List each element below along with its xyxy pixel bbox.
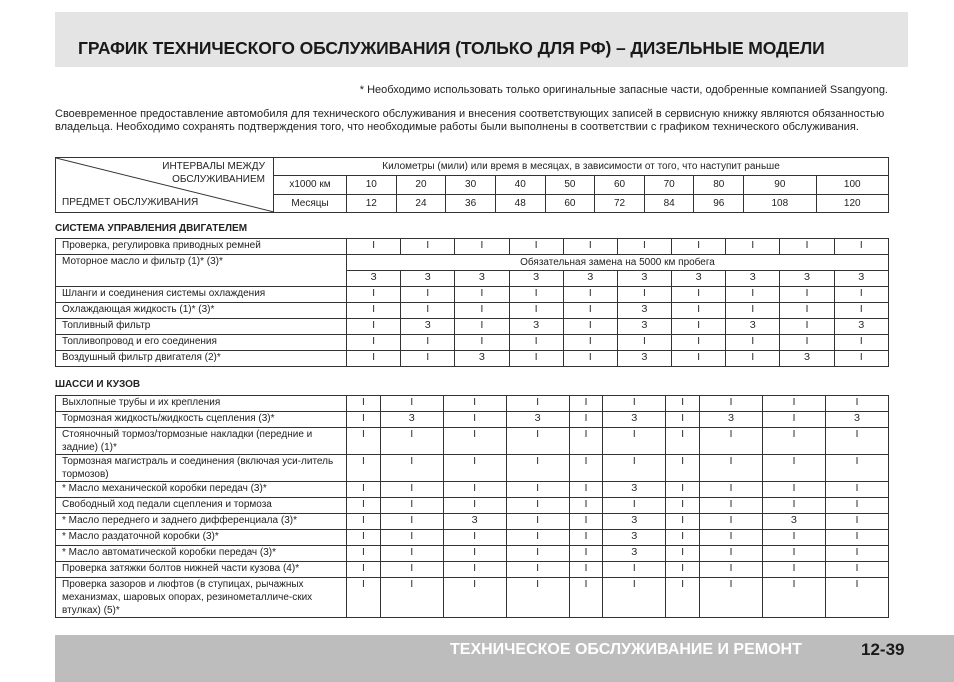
interval-cell: I — [401, 303, 455, 319]
interval-cell: I — [347, 319, 401, 335]
page-title: ГРАФИК ТЕХНИЧЕСКОГО ОБСЛУЖИВАНИЯ (ТОЛЬКО ДЛЯ РФ) – ДИЗЕЛЬНЫЕ МОДЕЛИ — [78, 38, 825, 58]
interval-cell: I — [569, 546, 603, 562]
months-cell: 108 — [744, 194, 816, 212]
interval-cell: I — [617, 287, 671, 303]
interval-cell: I — [672, 303, 726, 319]
interval-cell: I — [506, 530, 569, 546]
interval-cell: I — [347, 562, 381, 578]
interval-cell: З — [834, 319, 888, 335]
interval-cell: I — [666, 546, 700, 562]
interval-cell: I — [455, 335, 509, 351]
interval-cell: I — [347, 514, 381, 530]
interval-cell: I — [825, 562, 888, 578]
table-row — [56, 351, 889, 367]
interval-cell: I — [762, 396, 825, 412]
interval-cell: I — [506, 455, 569, 482]
interval-cell: I — [762, 562, 825, 578]
interval-cell: I — [380, 428, 443, 455]
interval-cell: З — [455, 351, 509, 367]
interval-cell: I — [347, 578, 381, 618]
item-name: Топливопровод и его соединения — [56, 335, 347, 351]
interval-cell: I — [700, 455, 763, 482]
chassis-schedule-table — [55, 395, 889, 618]
item-name: Моторное масло и фильтр (1)* (3)* — [56, 255, 347, 287]
interval-cell: I — [563, 335, 617, 351]
table-row — [56, 562, 889, 578]
months-label: Месяцы — [274, 194, 347, 212]
item-name: Стояночный тормоз/тормозные накладки (передние и задние) (1)* — [56, 428, 347, 455]
interval-cell: I — [443, 546, 506, 562]
interval-cell: I — [443, 498, 506, 514]
table-row — [56, 335, 889, 351]
interval-cell: I — [506, 578, 569, 618]
interval-cell: З — [506, 412, 569, 428]
interval-cell: I — [834, 287, 888, 303]
interval-cell: З — [455, 271, 509, 287]
interval-cell: I — [825, 455, 888, 482]
interval-cell: I — [672, 351, 726, 367]
interval-cell: I — [700, 530, 763, 546]
km-cell: 10 — [347, 176, 397, 194]
interval-cell: I — [455, 319, 509, 335]
interval-cell: I — [834, 239, 888, 255]
item-name: Проверка зазоров и люфтов (в ступицах, рычажных механизмах, шаровых опорах, резинометалличе-ских втулках) (5)* — [56, 578, 347, 618]
interval-cell: I — [347, 455, 381, 482]
interval-cell: З — [443, 514, 506, 530]
interval-cell: I — [506, 562, 569, 578]
section-title-engine: СИСТЕМА УПРАВЛЕНИЯ ДВИГАТЕЛЕМ — [55, 223, 248, 234]
km-cell: 70 — [644, 176, 694, 194]
interval-cell: I — [443, 412, 506, 428]
interval-cell: I — [700, 562, 763, 578]
interval-cell: I — [443, 428, 506, 455]
engine-schedule-table — [55, 238, 889, 367]
interval-cell: I — [666, 498, 700, 514]
table-row — [56, 455, 889, 482]
table-row — [56, 396, 889, 412]
interval-cell: I — [672, 287, 726, 303]
item-name: * Масло переднего и заднего дифференциала (3)* — [56, 514, 347, 530]
interval-cell: I — [780, 319, 834, 335]
item-name: * Масло механической коробки передач (3)* — [56, 482, 347, 498]
interval-cell: I — [617, 335, 671, 351]
interval-cell: I — [380, 578, 443, 618]
interval-cell: I — [380, 396, 443, 412]
months-cell: 24 — [396, 194, 446, 212]
interval-cell: I — [380, 514, 443, 530]
interval-cell: I — [563, 319, 617, 335]
item-name: Охлаждающая жидкость (1)* (3)* — [56, 303, 347, 319]
interval-cell: I — [443, 455, 506, 482]
interval-cell: I — [726, 335, 780, 351]
interval-cell: I — [401, 239, 455, 255]
interval-cell: I — [780, 287, 834, 303]
months-cell: 60 — [545, 194, 595, 212]
interval-cell: I — [347, 239, 401, 255]
table-row — [56, 239, 889, 255]
interval-cell: I — [700, 396, 763, 412]
interval-cell: I — [569, 514, 603, 530]
interval-cell: I — [825, 428, 888, 455]
interval-cell: I — [569, 498, 603, 514]
footer-section-title: ТЕХНИЧЕСКОЕ ОБСЛУЖИВАНИЕ И РЕМОНТ — [450, 641, 802, 658]
item-name: Воздушный фильтр двигателя (2)* — [56, 351, 347, 367]
interval-cell: I — [443, 578, 506, 618]
interval-cell: I — [762, 455, 825, 482]
months-cell: 48 — [495, 194, 545, 212]
km-cell: 60 — [595, 176, 645, 194]
table-row — [56, 319, 889, 335]
interval-cell: З — [617, 319, 671, 335]
interval-cell: З — [726, 319, 780, 335]
interval-cell: I — [569, 428, 603, 455]
interval-cell: I — [347, 546, 381, 562]
interval-cell: З — [603, 482, 666, 498]
interval-cell: I — [666, 514, 700, 530]
interval-cell: З — [603, 412, 666, 428]
interval-cell: I — [455, 303, 509, 319]
interval-cell: I — [603, 578, 666, 618]
interval-cell: З — [347, 271, 401, 287]
table-row — [56, 287, 889, 303]
interval-cell: I — [825, 396, 888, 412]
interval-cell: I — [509, 303, 563, 319]
interval-cell: З — [780, 351, 834, 367]
interval-cell: З — [509, 319, 563, 335]
interval-cell: I — [672, 335, 726, 351]
interval-cell: З — [726, 271, 780, 287]
interval-cell: I — [780, 239, 834, 255]
interval-cell: I — [666, 562, 700, 578]
months-cell: 96 — [694, 194, 744, 212]
interval-cell: I — [762, 498, 825, 514]
item-name: Тормозная жидкость/жидкость сцепления (3)* — [56, 412, 347, 428]
interval-cell: I — [700, 578, 763, 618]
interval-cell: I — [700, 498, 763, 514]
interval-cell: I — [443, 482, 506, 498]
interval-cell: I — [509, 287, 563, 303]
interval-cell: I — [347, 498, 381, 514]
interval-cell: З — [603, 530, 666, 546]
interval-cell: I — [672, 239, 726, 255]
interval-cell: I — [666, 578, 700, 618]
header-band — [55, 12, 908, 67]
interval-cell: I — [569, 578, 603, 618]
interval-cell: З — [672, 271, 726, 287]
interval-cell: I — [762, 412, 825, 428]
interval-cell: I — [617, 239, 671, 255]
interval-cell: I — [347, 287, 401, 303]
interval-cell: I — [603, 455, 666, 482]
km-cell: 30 — [446, 176, 496, 194]
km-cell: 80 — [694, 176, 744, 194]
item-name: Выхлопные трубы и их крепления — [56, 396, 347, 412]
interval-cell: I — [401, 335, 455, 351]
interval-cell: I — [455, 287, 509, 303]
interval-cell: I — [347, 530, 381, 546]
interval-cell: I — [825, 498, 888, 514]
interval-cell: I — [509, 239, 563, 255]
interval-cell: I — [347, 428, 381, 455]
interval-cell: I — [825, 482, 888, 498]
table-row — [56, 546, 889, 562]
interval-cell: I — [509, 351, 563, 367]
interval-cell: I — [666, 412, 700, 428]
interval-cell: З — [834, 271, 888, 287]
interval-cell: I — [347, 351, 401, 367]
interval-cell: I — [780, 335, 834, 351]
interval-cell: З — [603, 514, 666, 530]
interval-cell: I — [666, 482, 700, 498]
interval-cell: I — [762, 578, 825, 618]
interval-cell: З — [617, 351, 671, 367]
interval-cell: I — [834, 351, 888, 367]
interval-cell: З — [825, 412, 888, 428]
interval-cell: З — [603, 546, 666, 562]
interval-cell: I — [506, 396, 569, 412]
interval-cell: I — [834, 303, 888, 319]
interval-cell: I — [380, 530, 443, 546]
interval-cell: З — [380, 412, 443, 428]
interval-cell: I — [509, 335, 563, 351]
interval-cell: I — [347, 482, 381, 498]
interval-cell: I — [825, 578, 888, 618]
interval-cell: I — [569, 530, 603, 546]
interval-cell: З — [563, 271, 617, 287]
km-cell: 90 — [744, 176, 816, 194]
interval-cell: I — [700, 514, 763, 530]
interval-cell: I — [347, 335, 401, 351]
interval-cell: I — [443, 396, 506, 412]
interval-cell: I — [666, 530, 700, 546]
km-cell: 40 — [495, 176, 545, 194]
interval-cell: I — [603, 428, 666, 455]
interval-cell: I — [380, 455, 443, 482]
interval-cell: I — [672, 319, 726, 335]
interval-cell: I — [455, 239, 509, 255]
interval-cell: I — [834, 335, 888, 351]
interval-cell: З — [509, 271, 563, 287]
interval-cell: I — [762, 530, 825, 546]
item-note: Обязательная замена на 5000 км пробега — [347, 255, 889, 271]
table-row — [56, 578, 889, 618]
interval-cell: I — [401, 287, 455, 303]
interval-cell: I — [700, 428, 763, 455]
interval-cell: I — [380, 562, 443, 578]
interval-caption: Километры (мили) или время в месяцах, в зависимости от того, что наступит раньше — [274, 158, 889, 176]
item-label: ПРЕДМЕТ ОБСЛУЖИВАНИЯ — [62, 197, 199, 208]
item-name: * Масло раздаточной коробки (3)* — [56, 530, 347, 546]
interval-cell: З — [617, 303, 671, 319]
interval-cell: I — [563, 239, 617, 255]
interval-cell: I — [347, 412, 381, 428]
interval-cell: I — [347, 396, 381, 412]
interval-cell: I — [506, 546, 569, 562]
item-name: Проверка затяжки болтов нижней части кузова (4)* — [56, 562, 347, 578]
interval-cell: I — [569, 396, 603, 412]
interval-cell: I — [401, 351, 455, 367]
interval-cell: I — [700, 546, 763, 562]
interval-cell: З — [401, 271, 455, 287]
interval-cell: I — [825, 514, 888, 530]
interval-cell: I — [603, 396, 666, 412]
interval-cell: З — [762, 514, 825, 530]
interval-cell: I — [569, 562, 603, 578]
interval-cell: I — [666, 396, 700, 412]
interval-cell: З — [617, 271, 671, 287]
interval-cell: I — [443, 562, 506, 578]
interval-cell: I — [603, 498, 666, 514]
interval-cell: I — [563, 287, 617, 303]
table-row — [56, 412, 889, 428]
interval-cell: I — [506, 514, 569, 530]
interval-cell: I — [726, 351, 780, 367]
interval-cell: I — [569, 455, 603, 482]
item-name: * Масло автоматической коробки передач (3)* — [56, 546, 347, 562]
interval-cell: I — [726, 303, 780, 319]
interval-cell: I — [762, 428, 825, 455]
interval-cell: I — [443, 530, 506, 546]
interval-cell: I — [726, 287, 780, 303]
interval-cell: I — [380, 546, 443, 562]
km-cell: 50 — [545, 176, 595, 194]
interval-cell: З — [780, 271, 834, 287]
item-name: Свободный ход педали сцепления и тормоза — [56, 498, 347, 514]
diagonal-header-cell — [56, 158, 274, 213]
interval-cell: I — [563, 303, 617, 319]
months-cell: 72 — [595, 194, 645, 212]
intro-paragraph: Своевременное предоставление автомобиля для технического обслуживания и внесения соответствующих записей в сервисную книжку являются обязанностью владельца. Необходимо сохранять подтверждения того, что необходимые работы были выполнены в соответствии с графиком технического обслуживания. — [55, 108, 885, 133]
table-row — [56, 255, 889, 271]
interval-cell: З — [700, 412, 763, 428]
parts-note: * Необходимо использовать только оригинальные запасные части, одобренные компанией Ssangyong. — [359, 84, 888, 96]
interval-cell: I — [825, 546, 888, 562]
months-cell: 12 — [347, 194, 397, 212]
table-row — [56, 303, 889, 319]
table-row — [56, 530, 889, 546]
interval-cell: З — [401, 319, 455, 335]
item-name: Проверка, регулировка приводных ремней — [56, 239, 347, 255]
months-cell: 120 — [816, 194, 888, 212]
interval-cell: I — [347, 303, 401, 319]
section-title-chassis: ШАССИ И КУЗОВ — [55, 379, 141, 390]
intervals-label: ИНТЕРВАЛЫ МЕЖДУ — [162, 161, 265, 172]
km-label: x1000 км — [274, 176, 347, 194]
page-number: 12-39 — [861, 640, 905, 659]
table-row — [56, 482, 889, 498]
interval-cell: I — [563, 351, 617, 367]
interval-cell: I — [762, 482, 825, 498]
interval-header-table — [55, 157, 889, 213]
km-cell: 20 — [396, 176, 446, 194]
interval-cell: I — [762, 546, 825, 562]
item-name: Топливный фильтр — [56, 319, 347, 335]
interval-cell: I — [569, 412, 603, 428]
months-cell: 36 — [446, 194, 496, 212]
interval-cell: I — [506, 428, 569, 455]
interval-cell: I — [506, 482, 569, 498]
interval-cell: I — [603, 562, 666, 578]
interval-cell: I — [506, 498, 569, 514]
interval-cell: I — [666, 455, 700, 482]
km-cell: 100 — [816, 176, 888, 194]
table-row — [56, 514, 889, 530]
interval-cell: I — [380, 498, 443, 514]
interval-cell: I — [700, 482, 763, 498]
table-row — [56, 428, 889, 455]
intervals-label-2: ОБСЛУЖИВАНИЕМ — [172, 174, 265, 185]
months-cell: 84 — [644, 194, 694, 212]
item-name: Тормозная магистраль и соединения (включая уси-литель тормозов) — [56, 455, 347, 482]
interval-cell: I — [726, 239, 780, 255]
interval-cell: I — [666, 428, 700, 455]
interval-cell: I — [825, 530, 888, 546]
interval-cell: I — [780, 303, 834, 319]
item-name: Шланги и соединения системы охлаждения — [56, 287, 347, 303]
footer-band — [55, 635, 954, 682]
interval-cell: I — [569, 482, 603, 498]
table-row — [56, 498, 889, 514]
interval-cell: I — [380, 482, 443, 498]
